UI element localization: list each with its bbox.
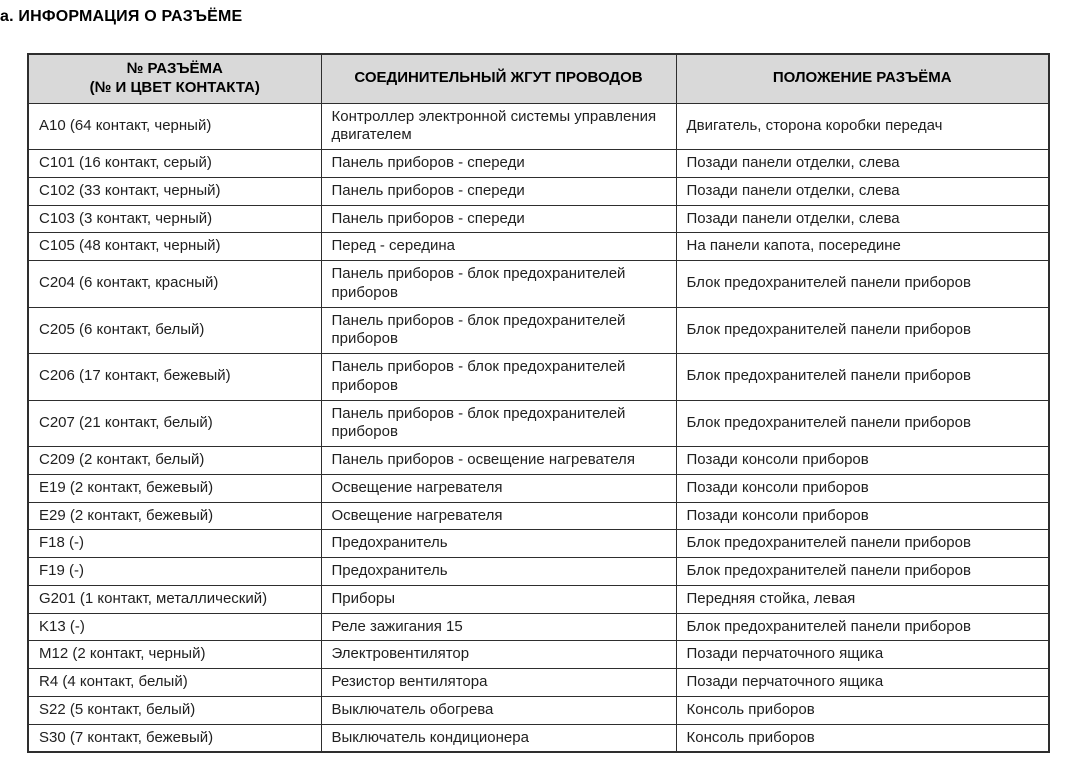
harness-cell: Перед - середина: [321, 233, 676, 261]
location-cell: Блок предохранителей панели приборов: [676, 400, 1049, 447]
column-header-location: [676, 54, 1049, 103]
header-line: № РАЗЪЁМА: [126, 60, 223, 77]
table-row: [28, 447, 1049, 475]
table-row: [28, 354, 1049, 401]
connector-number-cell: C101 (16 контакт, серый): [28, 150, 321, 178]
connector-info-table: [27, 53, 1050, 753]
connector-number-cell: C206 (17 контакт, бежевый): [28, 354, 321, 401]
connector-number-cell: C204 (6 контакт, красный): [28, 261, 321, 308]
harness-cell: Панель приборов - спереди: [321, 177, 676, 205]
table-row: [28, 530, 1049, 558]
table-row: [28, 724, 1049, 752]
harness-cell: Предохранитель: [321, 530, 676, 558]
table-row: [28, 641, 1049, 669]
connector-number-cell: S22 (5 контакт, белый): [28, 696, 321, 724]
connector-number-cell: G201 (1 контакт, металлический): [28, 585, 321, 613]
table-body: [28, 103, 1049, 752]
location-cell: Блок предохранителей панели приборов: [676, 558, 1049, 586]
connector-number-cell: C207 (21 контакт, белый): [28, 400, 321, 447]
harness-cell: Выключатель обогрева: [321, 696, 676, 724]
table-row: [28, 474, 1049, 502]
connector-number-cell: E29 (2 контакт, бежевый): [28, 502, 321, 530]
harness-cell: Панель приборов - блок предохранителей приборов: [321, 261, 676, 308]
harness-cell: Предохранитель: [321, 558, 676, 586]
harness-cell: Панель приборов - спереди: [321, 150, 676, 178]
table-row: [28, 177, 1049, 205]
table-row: [28, 696, 1049, 724]
header-line: ПОЛОЖЕНИЕ РАЗЪЁМА: [772, 69, 952, 87]
location-cell: Консоль приборов: [676, 724, 1049, 752]
location-cell: Блок предохранителей панели приборов: [676, 530, 1049, 558]
harness-cell: Резистор вентилятора: [321, 669, 676, 697]
table-row: [28, 502, 1049, 530]
table-row: [28, 261, 1049, 308]
harness-cell: Приборы: [321, 585, 676, 613]
location-cell: Блок предохранителей панели приборов: [676, 261, 1049, 308]
harness-cell: Панель приборов - спереди: [321, 205, 676, 233]
table-header: [28, 54, 1049, 103]
table-row: [28, 400, 1049, 447]
location-cell: Позади перчаточного ящика: [676, 641, 1049, 669]
header-line: (№ И ЦВЕТ КОНТАКТА): [89, 78, 260, 96]
location-cell: Позади консоли приборов: [676, 447, 1049, 475]
table-row: [28, 233, 1049, 261]
connector-number-cell: K13 (-): [28, 613, 321, 641]
table-row: [28, 150, 1049, 178]
location-cell: Позади консоли приборов: [676, 474, 1049, 502]
table-row: [28, 669, 1049, 697]
page-title: a. ИНФОРМАЦИЯ О РАЗЪЁМЕ: [0, 8, 243, 25]
harness-cell: Панель приборов - блок предохранителей приборов: [321, 400, 676, 447]
harness-cell: Электровентилятор: [321, 641, 676, 669]
location-cell: Блок предохранителей панели приборов: [676, 613, 1049, 641]
location-cell: Позади панели отделки, слева: [676, 150, 1049, 178]
harness-cell: Панель приборов - освещение нагревателя: [321, 447, 676, 475]
connector-number-cell: E19 (2 контакт, бежевый): [28, 474, 321, 502]
harness-cell: Реле зажигания 15: [321, 613, 676, 641]
column-header-connector-number: [28, 54, 321, 103]
column-header-harness: [321, 54, 676, 103]
connector-number-cell: C205 (6 контакт, белый): [28, 307, 321, 354]
location-cell: Передняя стойка, левая: [676, 585, 1049, 613]
connector-number-cell: A10 (64 контакт, черный): [28, 103, 321, 150]
table-row: [28, 103, 1049, 150]
table-row: [28, 558, 1049, 586]
connector-number-cell: C105 (48 контакт, черный): [28, 233, 321, 261]
connector-number-cell: R4 (4 контакт, белый): [28, 669, 321, 697]
location-cell: Блок предохранителей панели приборов: [676, 354, 1049, 401]
harness-cell: Контроллер электронной системы управления двигателем: [321, 103, 676, 150]
location-cell: Позади панели отделки, слева: [676, 177, 1049, 205]
connector-number-cell: F19 (-): [28, 558, 321, 586]
table-row: [28, 585, 1049, 613]
header-row: [28, 54, 1049, 103]
connector-number-cell: M12 (2 контакт, черный): [28, 641, 321, 669]
location-cell: Блок предохранителей панели приборов: [676, 307, 1049, 354]
location-cell: Двигатель, сторона коробки передач: [676, 103, 1049, 150]
connector-number-cell: C209 (2 контакт, белый): [28, 447, 321, 475]
harness-cell: Выключатель кондиционера: [321, 724, 676, 752]
location-cell: Позади консоли приборов: [676, 502, 1049, 530]
location-cell: На панели капота, посередине: [676, 233, 1049, 261]
location-cell: Консоль приборов: [676, 696, 1049, 724]
location-cell: Позади панели отделки, слева: [676, 205, 1049, 233]
table-row: [28, 307, 1049, 354]
harness-cell: Панель приборов - блок предохранителей приборов: [321, 307, 676, 354]
connector-number-cell: F18 (-): [28, 530, 321, 558]
header-line: СОЕДИНИТЕЛЬНЫЙ ЖГУТ ПРОВОДОВ: [354, 69, 643, 87]
connector-number-cell: C103 (3 контакт, черный): [28, 205, 321, 233]
table-row: [28, 205, 1049, 233]
connector-number-cell: S30 (7 контакт, бежевый): [28, 724, 321, 752]
harness-cell: Освещение нагревателя: [321, 474, 676, 502]
table-row: [28, 613, 1049, 641]
harness-cell: Панель приборов - блок предохранителей приборов: [321, 354, 676, 401]
connector-number-cell: C102 (33 контакт, черный): [28, 177, 321, 205]
location-cell: Позади перчаточного ящика: [676, 669, 1049, 697]
harness-cell: Освещение нагревателя: [321, 502, 676, 530]
